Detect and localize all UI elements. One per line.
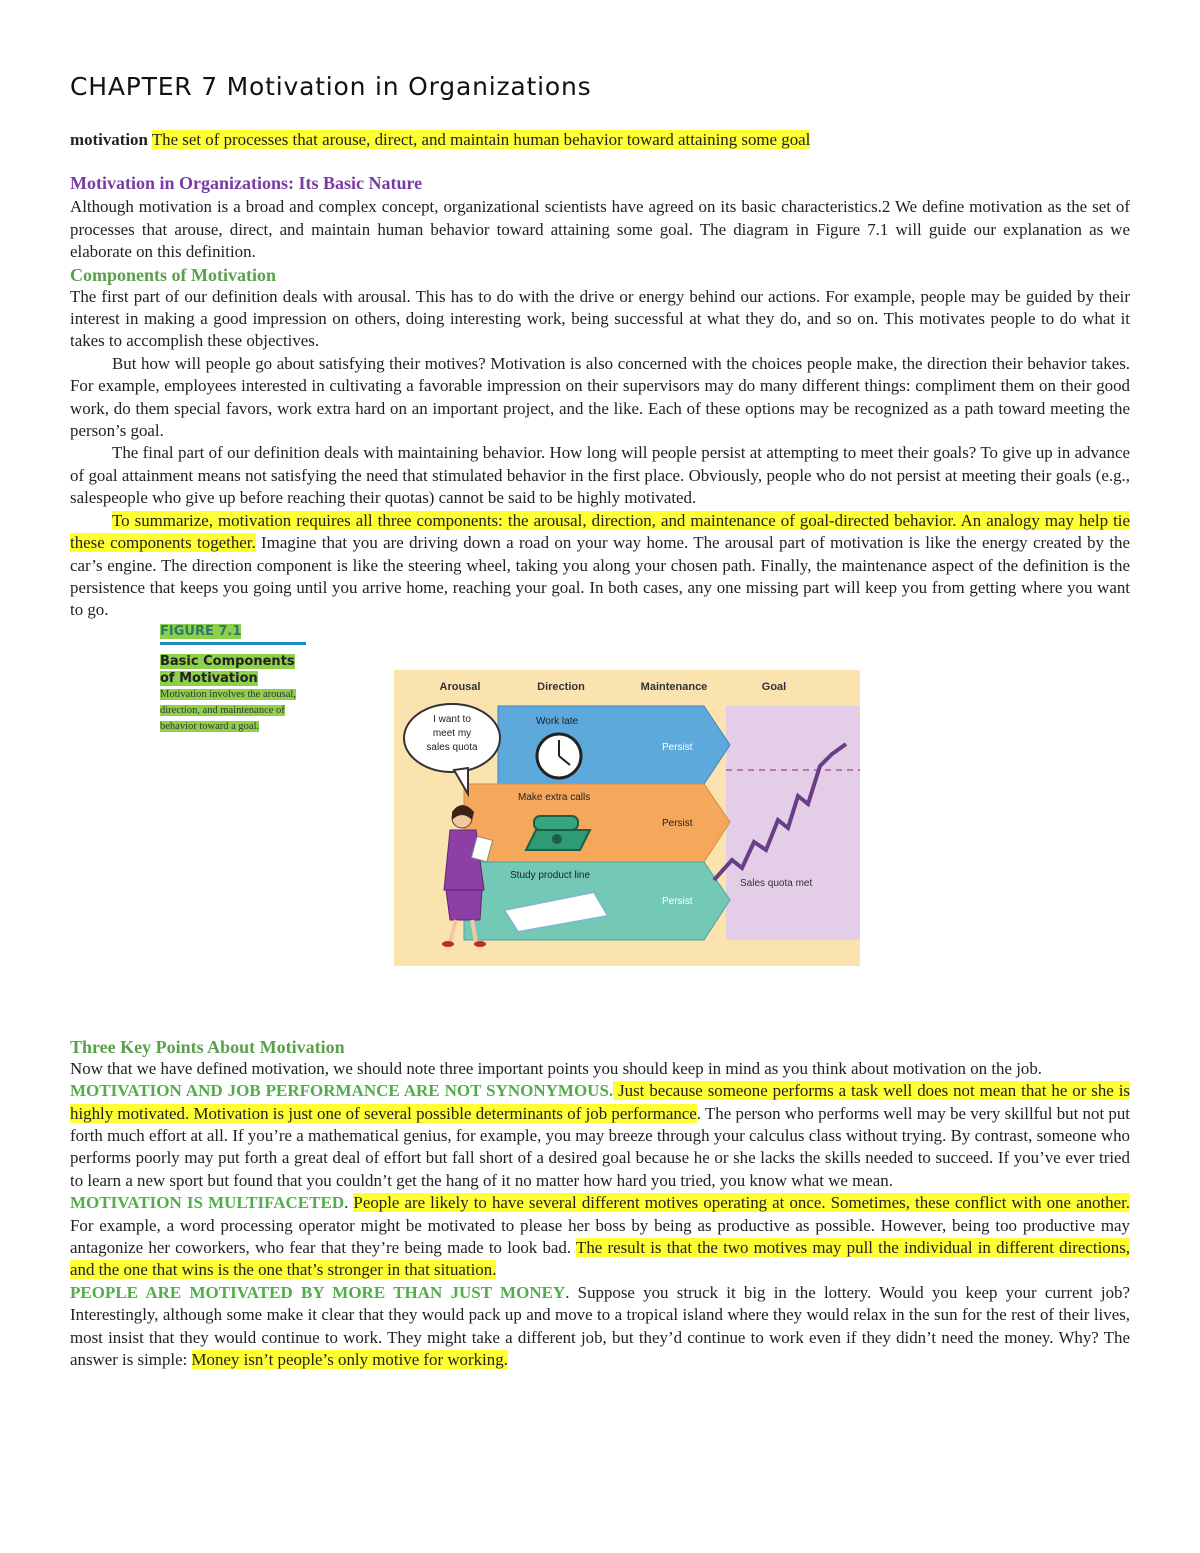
col-arousal: Arousal bbox=[439, 680, 481, 693]
figure-diagram bbox=[394, 670, 860, 966]
definition-text: The set of processes that arouse, direct, and maintain human behavior toward attaining some goal bbox=[151, 130, 811, 149]
path-label-work-late: Work late bbox=[536, 715, 579, 727]
key-point-2-label: MOTIVATION IS MULTIFACETED bbox=[70, 1193, 345, 1213]
paragraph-direction: But how will people go about satisfying their motives? Motivation is also concerned with the choices people make, the direction their behavior takes. For example, employees interested in cultivating a favorable impression on their supervisors may do many different things: compliment them on their good work, do them special favors, work extra hard on an important project, and the like. Each of these options may be recognized as a path toward meeting the person’s goal. bbox=[70, 353, 1130, 441]
key-point-2-highlight-2: The result is that the two motives may pull the individual in different directions, and the one that wins is the one that’s stronger in that situation. bbox=[70, 1237, 1130, 1280]
persist-2: Persist bbox=[662, 817, 693, 829]
path-label-study: Study product line bbox=[510, 869, 591, 881]
key-point-1-label: MOTIVATION AND JOB PERFORMANCE ARE NOT SYNONYMOUS. bbox=[70, 1081, 614, 1101]
goal-label: Sales quota met bbox=[740, 877, 813, 889]
paragraph-key-point-2 bbox=[70, 1192, 1130, 1282]
figure-caption bbox=[160, 624, 306, 735]
section-heading-components: Components of Motivation bbox=[70, 264, 276, 285]
paragraph-key-points-intro: Now that we have defined motivation, we should note three important points you should keep in mind as you think about motivation on the job. bbox=[70, 1058, 1042, 1078]
key-point-2-mid: For example, a word processing operator might be motivated to please her boss by being as productive as possible. However, being too productive may antagonize her coworkers, who fear that they’re being made to look bad. bbox=[70, 1215, 1130, 1257]
key-point-2-highlight: People are likely to have several different motives operating at once. Sometimes, these conflict with one another. bbox=[353, 1193, 1131, 1213]
key-point-1-highlight: Just because someone performs a task well does not mean that he or she is highly motivated. Motivation is just one of several possible determinants of job performance bbox=[70, 1081, 1130, 1123]
speech-line-3: sales quota bbox=[426, 741, 478, 753]
definition-term: motivation bbox=[70, 130, 148, 149]
figure-number: FIGURE 7.1 bbox=[160, 624, 306, 645]
paragraph-summary bbox=[70, 510, 1130, 622]
col-maintenance: Maintenance bbox=[640, 680, 708, 693]
paragraph-arousal: The first part of our definition deals with arousal. This has to do with the drive or energy behind our actions. For example, people may be guided by their interest in making a good impression on others, doing interesting work, being successful at what they do, and so on. This motivates people to do what it takes to accomplish these objectives. bbox=[70, 286, 1130, 351]
summary-rest: Imagine that you are driving down a road on your way home. The arousal part of motivation is like the energy created by the car’s engine. The direction component is like the steering wheel, taking you along your chosen path. Finally, the maintenance aspect of the definition is the persistence that keeps you going until you arrive home, reaching your goal. In both cases, any one missing part will keep you from getting where you want to go. bbox=[70, 533, 1130, 620]
paragraph-key-point-1 bbox=[70, 1080, 1130, 1192]
section-heading-key-points: Three Key Points About Motivation bbox=[70, 1036, 345, 1057]
key-point-3-highlight: Money isn’t people’s only motive for working. bbox=[191, 1350, 508, 1369]
persist-3: Persist bbox=[662, 895, 693, 907]
chapter-title: CHAPTER 7 Motivation in Organizations bbox=[70, 72, 592, 101]
col-goal: Goal bbox=[761, 680, 787, 693]
paragraph-basic-nature: Although motivation is a broad and complex concept, organizational scientists have agreed on its basic characteristics.2 We define motivation as the set of processes that arouse, direct, and maintain human behavior toward attaining some goal. The diagram in Figure 7.1 will guide our explanation as we elaborate on this definition. bbox=[70, 197, 1130, 262]
key-point-1-rest: . The person who performs well may be very skillful but not put forth much effort at all. If you’re a mathematical genius, for example, you may breeze through your calculus class without trying. By contrast, someone who performs poorly may put forth a great deal of effort but fall short of a desired goal because he or she lacks the skills needed to succeed. If you’ve ever tried to learn a new sport but found that you couldn’t get the hang of it no matter how hard you tried, you know what we mean. bbox=[70, 1103, 1130, 1190]
key-point-2-dot: . bbox=[344, 1193, 354, 1213]
figure-description: Motivation involves the arousal, direction, and maintenance of behavior toward a goal. bbox=[160, 689, 296, 732]
figure-title: Basic Components of Motivation bbox=[160, 654, 295, 686]
section-heading-basic-nature: Motivation in Organizations: Its Basic Nature bbox=[70, 173, 423, 194]
definition bbox=[70, 129, 1130, 151]
clock-icon bbox=[537, 734, 581, 778]
key-point-3-rest: . Suppose you struck it big in the lottery. Would you keep your current job? Interestingly, although some make it clear that they would pack up and move to a tropical island where they would relax in the sun for the rest of their lives, most insist that they would continue to work. They might take a different job, but they’d continue to work even if they didn’t need the money. Why? The answer is simple: bbox=[70, 1282, 1131, 1369]
key-point-3-label: PEOPLE ARE MOTIVATED BY MORE THAN JUST MONEY bbox=[70, 1282, 566, 1302]
goal-area bbox=[726, 706, 860, 940]
speech-line-1: I want to bbox=[433, 713, 471, 725]
path-work-late bbox=[498, 706, 730, 784]
speech-line-2: meet my bbox=[432, 727, 472, 739]
path-label-extra-calls: Make extra calls bbox=[518, 791, 591, 803]
persist-1: Persist bbox=[662, 741, 693, 753]
col-direction: Direction bbox=[537, 680, 585, 693]
paragraph-key-point-3 bbox=[70, 1282, 1130, 1372]
paragraph-maintenance: The final part of our definition deals with maintaining behavior. How long will people persist at attempting to meet their goals? To give up in advance of goal attainment means not satisfying the need that stimulated behavior in the first place. Obviously, people who do not persist at meeting their goals (e.g., salespeople who give up before reaching their quotas) cannot be said to be highly motivated. bbox=[70, 443, 1130, 508]
summary-highlight: To summarize, motivation requires all three components: the arousal, direction, and maintenance of goal-directed behavior. An analogy may help tie these components together. bbox=[70, 510, 1130, 553]
